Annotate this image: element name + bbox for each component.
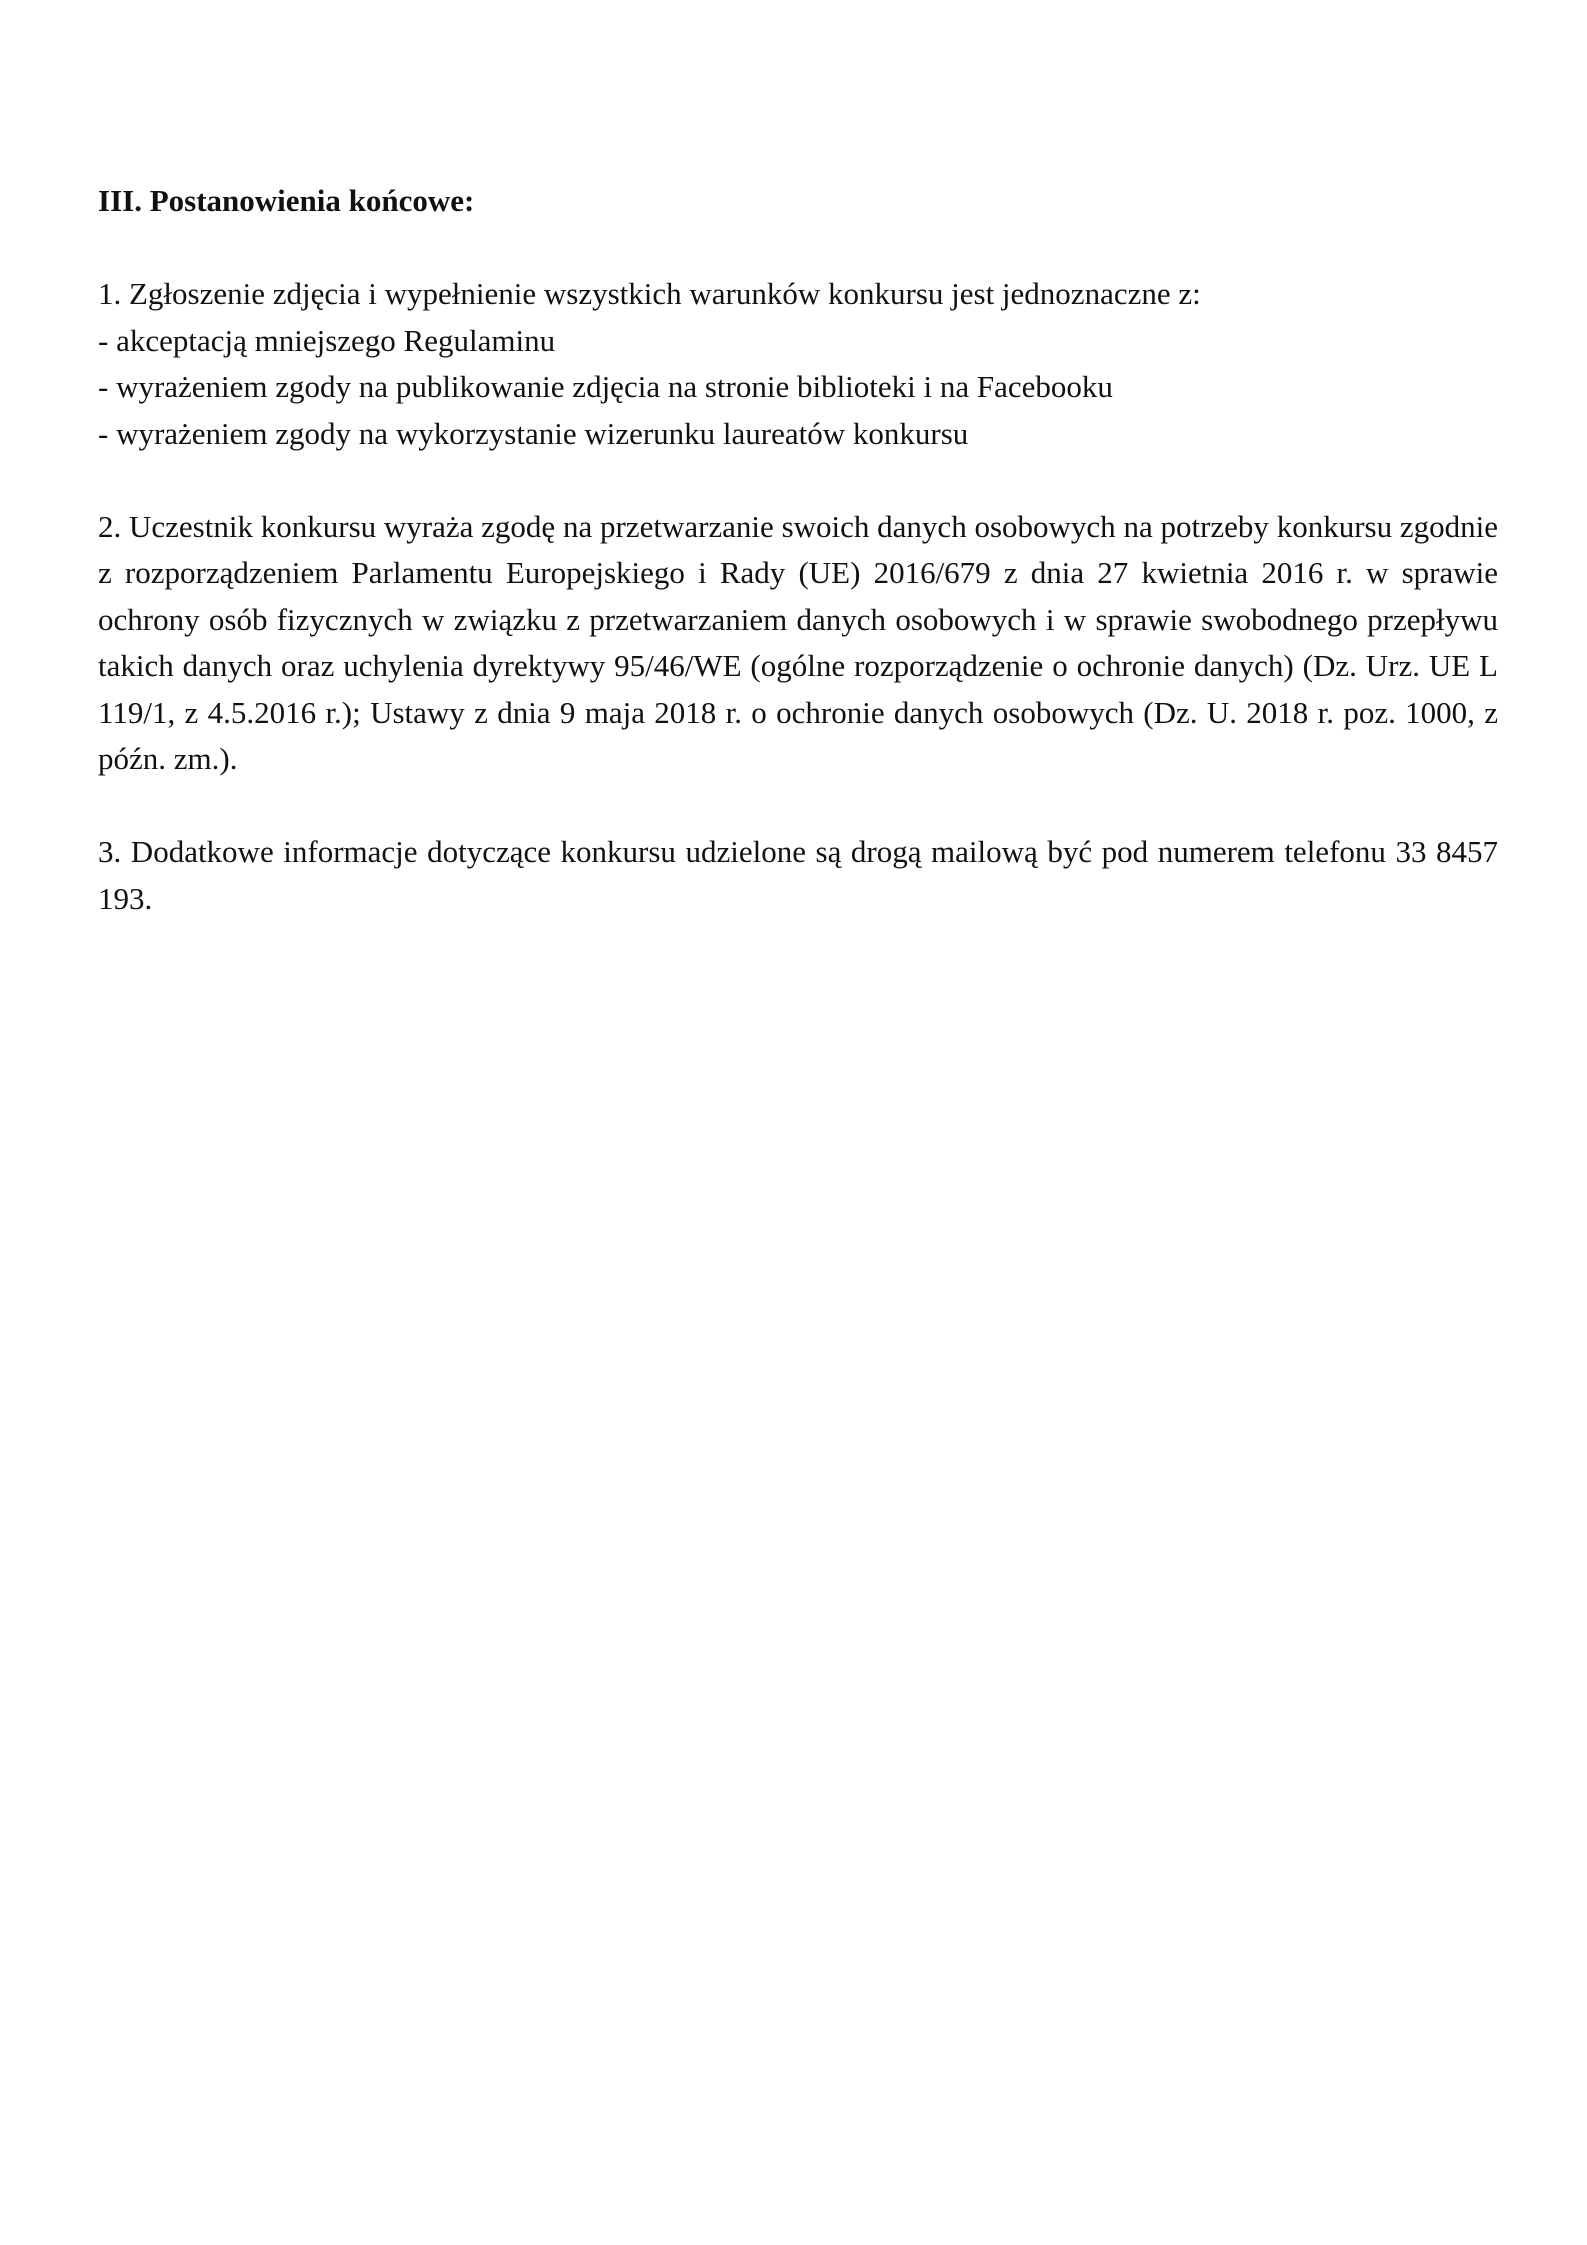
spacer	[98, 457, 1498, 504]
section-1-intro: 1. Zgłoszenie zdjęcia i wypełnienie wszystkich warunków konkursu jest jednoznaczne z:	[98, 276, 1201, 311]
section-heading: III. Postanowienia końcowe:	[98, 183, 475, 218]
section-1-item: - wyrażeniem zgody na publikowanie zdjęcia na stronie biblioteki i na Facebooku	[98, 369, 1113, 404]
section-1-item: - akceptacją mniejszego Regulaminu	[98, 322, 556, 358]
section-2-paragraph: 2. Uczestnik konkursu wyraża zgodę na przetwarzanie swoich danych osobowych na potrzeby konkursu zgodnie z rozporządzeniem Parlamentu Europejskiego i Rady (UE) 2016/679 z dnia 27 kwietnia 2016 r. w sprawie ochrony osób fizycznych w związku z przetwarzaniem danych osobowych i w sprawie swobodnego przepływu takich danych oraz uchylenia dyrektywy 95/46/WE (ogólne rozporządzenie o ochronie danych) (Dz. Urz. UE L 119/1, z 4.5.2016 r.); Ustawy z dnia 9 maja 2018 r. o ochronie danych osobowych (Dz. U. 2018 r. poz. 1000, z późn. zm.).	[98, 508, 1498, 776]
spacer	[98, 783, 1498, 830]
section-1-item: - wyrażeniem zgody na wykorzystanie wizerunku laureatów konkursu	[98, 415, 969, 451]
spacer	[98, 225, 1498, 272]
section-3-paragraph: 3. Dodatkowe informacje dotyczące konkursu udzielone są drogą mailową być pod numerem telefonu 33 8457 193.	[98, 834, 1498, 916]
document-body	[98, 178, 1498, 922]
